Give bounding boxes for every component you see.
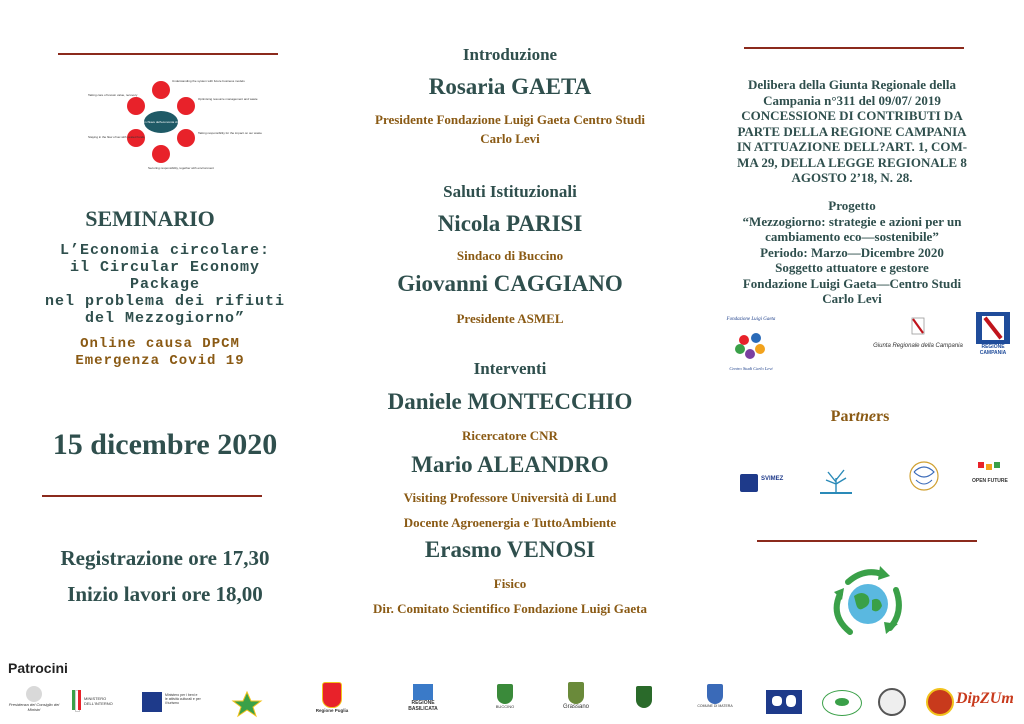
partners-title-part: rs: [876, 408, 890, 425]
talks-header: Interventi: [473, 359, 547, 378]
left-middle-rule: [42, 495, 262, 497]
delibera-line: PARTE DELLA REGIONE CAMPANIA: [737, 123, 967, 139]
diagram-label-right-top: Optimising resource management and waste: [198, 97, 258, 101]
talk3-role: [330, 571, 690, 621]
start-time: Inizio lavori ore 18,00: [67, 582, 263, 606]
greet2-role: Presidente ASMEL: [456, 311, 564, 326]
footer-logo-label: Grassano: [562, 704, 589, 710]
logo-mibact: [142, 692, 200, 714]
project-line: Fondazione Luigi Gaeta—Centro Studi: [742, 275, 962, 291]
subtitle-line: nel problema dei rifiuti: [44, 293, 286, 310]
left-top-rule: [58, 53, 278, 55]
greetings-header: Saluti Istituzionali: [443, 182, 577, 201]
giunta-logo-text: Giunta Regionale della Campania: [873, 343, 963, 349]
fondazione-logo-top-text: Fondazione Luigi Gaeta: [726, 317, 776, 322]
project-line: cambiamento eco—sostenibile”: [765, 229, 939, 244]
intro-header: Introduzione: [462, 45, 558, 64]
giunta-logo: [868, 316, 968, 358]
logo-regione-basilicata: [398, 684, 448, 722]
diagram-label-center: Principi chiave dell'economia circolare: [135, 120, 187, 124]
logo-buccino: [488, 684, 522, 722]
partner-logo-circle: [904, 458, 944, 494]
event-date: 15 dicembre 2020: [52, 428, 278, 461]
partners-title-part: tne: [855, 408, 876, 425]
diagram-circle-top: [152, 81, 170, 99]
partner-logo-svimez: [740, 470, 800, 496]
online-line: Emergenza Covid 19: [75, 353, 245, 369]
talk3-name: Erasmo VENOSI: [424, 537, 596, 562]
subtitle-line: del Mezzogiorno”: [84, 310, 246, 327]
footer-logo-label: Presidenza del Consiglio dei Ministri: [8, 702, 60, 712]
partner-logo-tree: [816, 464, 856, 496]
footer-logo-label: MINISTERO DELL'INTERNO: [84, 696, 113, 706]
diagram-circle-right-top: [177, 97, 195, 115]
logo-grassano: [556, 682, 596, 722]
diagram-circle-left-top: [127, 97, 145, 115]
seminar-subtitle: [30, 242, 300, 327]
diagram-circle-right-bottom: [177, 129, 195, 147]
subtitle-line: il Circular Economy Package: [69, 259, 261, 293]
greet1-role: Sindaco di Buccino: [456, 248, 564, 263]
recycling-globe-icon: [820, 560, 916, 646]
footer-logo-label: REGIONE BASILICATA: [408, 700, 438, 712]
logo-ministero-interno: [72, 690, 124, 714]
role-line: Dir. Comitato Scientifico Fondazione Luigi Gaeta: [373, 601, 647, 616]
diagram-label-left-bottom: Staying in the flow of tax with vested funds: [88, 135, 145, 139]
regione-campania-logo: [970, 312, 1016, 356]
delibera-line: Delibera della Giunta Regionale della: [748, 77, 956, 92]
role-line: Fisico: [493, 576, 527, 591]
patrocini-title: Patrocini: [8, 660, 68, 676]
greet2-name: Giovanni CAGGIANO: [397, 271, 623, 296]
delibera-line: MA 29, DELLA LEGGE REGIONALE 8: [737, 154, 967, 170]
circular-economy-diagram: [86, 76, 262, 174]
delibera-line: CONCESSIONE DI CONTRIBUTI DA: [741, 108, 963, 123]
logo-seal: [878, 688, 906, 716]
diagram-label-bottom: Securing responsibility, together with environment: [148, 166, 214, 170]
delibera-line: AGOSTO 2’18, N. 28.: [791, 170, 913, 185]
subtitle-line: L’Economia circolare:: [59, 242, 271, 259]
seminar-title: SEMINARIO: [85, 206, 215, 231]
diagram-label-top: Understanding the system with future business models: [172, 79, 245, 83]
intro-speaker-role: [330, 110, 690, 148]
delibera-block: [712, 77, 992, 186]
partner-logo-label: SVIMEZ: [761, 476, 784, 482]
footer-logo-label: Ministero per i beni e le attività culturali e per il turismo: [165, 693, 201, 705]
delibera-line: IN ATTUAZIONE DELL?ART. 1, COM-: [736, 139, 968, 154]
right-partners-rule: [757, 540, 977, 542]
fondazione-logo: [716, 312, 786, 374]
project-line: Carlo Levi: [822, 291, 882, 306]
logo-regione-puglia: [312, 682, 352, 722]
talk2-name: Mario ALEANDRO: [411, 452, 609, 477]
logo-star: [230, 690, 264, 718]
logo-stemma: [632, 686, 656, 716]
footer-logo-label: BUCCINO: [495, 704, 515, 709]
partner-logo-open-future: [972, 460, 1012, 494]
role-line: Presidente Fondazione Luigi Gaeta Centro Studi: [375, 112, 645, 127]
greet1-name: Nicola PARISI: [437, 211, 583, 236]
registration-time: Registrazione ore 17,30: [60, 546, 270, 570]
role-line: Visiting Professore Università di Lund: [403, 490, 617, 505]
talk1-role: Ricercatore CNR: [462, 428, 558, 443]
intro-speaker-name: Rosaria GAETA: [428, 74, 592, 99]
project-line: Progetto: [828, 198, 876, 213]
logo-dipzum: [926, 686, 1016, 718]
regione-campania-shield-icon: [976, 312, 1010, 344]
footer-logo-row: [0, 680, 1024, 724]
regione-campania-logo-text: REGIONE CAMPANIA: [979, 344, 1007, 356]
project-line: Periodo: Marzo—Dicembre 2020: [760, 244, 944, 260]
online-note: [40, 336, 280, 370]
project-block: [712, 198, 992, 307]
logo-leaf-oval: [822, 690, 862, 716]
footer-logo-label: DipZUm: [956, 690, 1014, 707]
role-line: Docente Agroenergia e TuttoAmbiente: [403, 515, 617, 530]
partners-title: [800, 408, 920, 426]
footer-logo-label: COMUNE DI MATERA: [697, 704, 733, 708]
fondazione-logo-bottom-text: Centro Studi Carlo Levi: [729, 366, 773, 371]
diagram-circle-bottom: [152, 145, 170, 163]
project-line: “Mezzogiorno: strategie e azioni per un: [742, 213, 962, 229]
logo-presidenza: [6, 686, 62, 720]
role-line: Carlo Levi: [480, 131, 540, 146]
right-top-rule: [744, 47, 964, 49]
logo-comune-matera: [690, 684, 740, 722]
logo-world-map: [766, 690, 802, 714]
partner-logo-label: OPEN FUTURE: [972, 478, 1008, 484]
diagram-label-right-bottom: Taking responsibility for the impact on our waste: [198, 131, 262, 135]
project-line: Soggetto attuatore e gestore: [775, 260, 929, 275]
delibera-line: Campania n°311 del 09/07/ 2019: [763, 92, 941, 108]
giunta-emblem-icon: [908, 316, 928, 338]
talk1-name: Daniele MONTECCHIO: [387, 389, 633, 414]
diagram-label-left-top: Taking care of known value, recovery: [88, 93, 138, 97]
online-line: Online causa DPCM: [80, 336, 240, 352]
partners-title-part: Par: [830, 408, 856, 425]
talk2-role: [330, 485, 690, 535]
footer-logo-label: Regione Puglia: [315, 708, 349, 713]
